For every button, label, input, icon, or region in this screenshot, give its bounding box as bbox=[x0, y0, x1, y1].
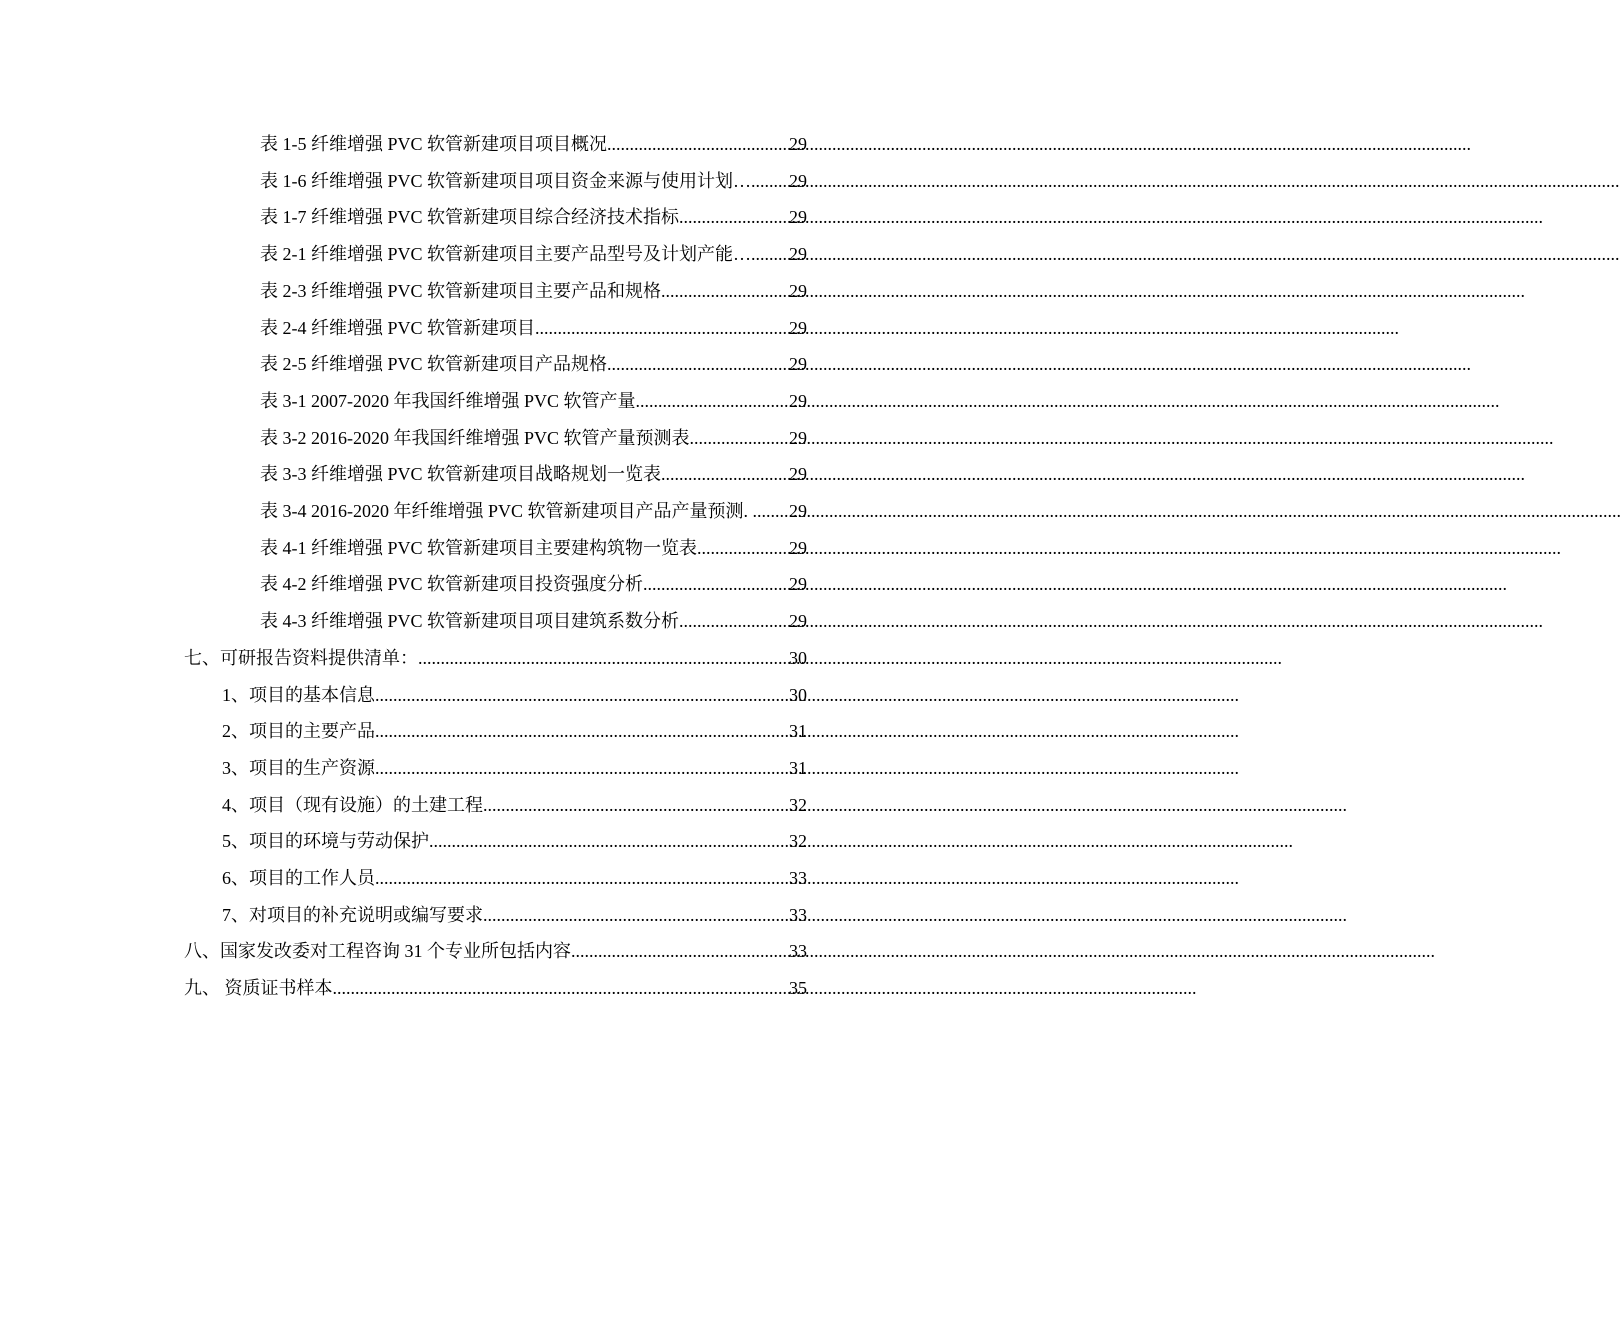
toc-entry-page-number: 29 bbox=[789, 574, 807, 595]
toc-dot-leader bbox=[429, 830, 789, 852]
toc-dot-leader bbox=[679, 610, 789, 632]
toc-dot-leader bbox=[607, 353, 789, 375]
toc-entry-page-number: 32 bbox=[789, 831, 807, 852]
toc-entry[interactable] bbox=[222, 780, 807, 816]
toc-entry[interactable] bbox=[260, 449, 807, 485]
toc-entry[interactable] bbox=[222, 743, 807, 779]
toc-entry[interactable] bbox=[260, 486, 807, 522]
toc-entry-page-number: 29 bbox=[789, 134, 807, 154]
toc-dot-leader bbox=[697, 537, 789, 559]
toc-entry-page-number: 29 bbox=[789, 537, 807, 558]
toc-entry-page-number: 33 bbox=[789, 904, 807, 925]
toc-entry-title: 九、 资质证书样本 bbox=[184, 978, 333, 999]
toc-entry[interactable] bbox=[260, 413, 807, 449]
toc-entry-title: 2、项目的主要产品 bbox=[222, 721, 375, 742]
toc-entry-title: 表 3-4 2016-2020 年纤维增强 PVC 软管新建项目产品产量预测. . bbox=[260, 501, 758, 521]
toc-entry[interactable] bbox=[260, 119, 807, 155]
toc-entry[interactable] bbox=[222, 890, 807, 926]
toc-entry-page-number: 30 bbox=[789, 647, 807, 668]
toc-dot-leader bbox=[607, 133, 789, 155]
toc-entry[interactable] bbox=[260, 559, 807, 595]
toc-entry-page-number: 31 bbox=[789, 721, 807, 742]
toc-entry-title: 3、项目的生产资源 bbox=[222, 757, 375, 778]
toc-entry-page-number: 33 bbox=[789, 941, 807, 962]
toc-dot-leader bbox=[375, 757, 789, 779]
toc-entry[interactable] bbox=[260, 192, 807, 228]
toc-entry-title: 表 2-5 纤维增强 PVC 软管新建项目产品规格 bbox=[260, 354, 608, 375]
toc-entry-title: 6、项目的工作人员 bbox=[222, 868, 375, 888]
toc-entry-title: 5、项目的环境与劳动保护 bbox=[222, 831, 429, 852]
toc-entry-title: 表 1-6 纤维增强 PVC 软管新建项目项目资金来源与使用计划…. bbox=[260, 170, 756, 191]
toc-entry-title: 表 3-3 纤维增强 PVC 软管新建项目战略规划一览表 bbox=[260, 464, 662, 485]
toc-entry-page-number: 29 bbox=[789, 280, 807, 301]
toc-entry-title: 表 2-1 纤维增强 PVC 软管新建项目主要产品型号及计划产能…. bbox=[260, 244, 756, 265]
toc-entry-page-number: 31 bbox=[789, 757, 807, 778]
toc-entry-title: 4、项目（现有设施）的土建工程 bbox=[222, 794, 483, 815]
toc-entry[interactable] bbox=[184, 633, 807, 669]
toc-dot-leader bbox=[333, 977, 790, 999]
toc-entry[interactable] bbox=[260, 596, 807, 632]
toc-entry[interactable] bbox=[222, 670, 807, 706]
toc-entry[interactable] bbox=[260, 376, 807, 412]
toc-entry-page-number: 29 bbox=[789, 501, 807, 521]
toc-entry-title: 表 3-1 2007-2020 年我国纤维增强 PVC 软管产量 bbox=[260, 390, 636, 411]
toc-dot-leader bbox=[375, 720, 789, 742]
toc-dot-leader bbox=[690, 427, 789, 449]
toc-entry[interactable] bbox=[260, 229, 807, 265]
toc-entry-title: 七、可研报告资料提供清单： bbox=[184, 647, 418, 668]
toc-entry-page-number: 33 bbox=[789, 868, 807, 888]
toc-entry-title: 表 1-7 纤维增强 PVC 软管新建项目综合经济技术指标 bbox=[260, 207, 680, 228]
toc-dot-leader bbox=[661, 463, 789, 485]
toc-dot-leader bbox=[375, 867, 789, 889]
toc-entry[interactable] bbox=[184, 963, 807, 999]
toc-entry[interactable] bbox=[222, 853, 807, 889]
toc-entry-title: 1、项目的基本信息 bbox=[222, 684, 375, 705]
toc-entry[interactable] bbox=[260, 303, 807, 339]
toc-entry-page-number: 35 bbox=[789, 978, 807, 999]
toc-entry-page-number: 29 bbox=[789, 317, 807, 338]
toc-entry-page-number: 29 bbox=[789, 244, 807, 265]
toc-entry-title: 表 4-1 纤维增强 PVC 软管新建项目主要建构筑物一览表 bbox=[260, 537, 698, 558]
toc-dot-leader bbox=[418, 647, 789, 669]
toc-entry-page-number: 29 bbox=[789, 354, 807, 375]
toc-dot-leader bbox=[375, 684, 789, 706]
toc-entry[interactable] bbox=[222, 816, 807, 852]
toc-entry[interactable] bbox=[260, 266, 807, 302]
toc-entry-title: 表 3-2 2016-2020 年我国纤维增强 PVC 软管产量预测表 bbox=[260, 427, 690, 448]
toc-dot-leader bbox=[661, 280, 789, 302]
toc-dot-leader bbox=[636, 390, 789, 412]
toc-entry-page-number: 32 bbox=[789, 794, 807, 815]
toc-dot-leader bbox=[643, 573, 789, 595]
toc-entry-page-number: 29 bbox=[789, 611, 807, 632]
toc-dot-leader bbox=[756, 243, 789, 265]
toc-entry-title: 八、国家发改委对工程咨询 31 个专业所包括内容 bbox=[184, 941, 571, 962]
toc-entry-page-number: 29 bbox=[789, 170, 807, 191]
toc-dot-leader bbox=[535, 317, 789, 339]
toc-entry-page-number: 29 bbox=[789, 464, 807, 485]
toc-dot-leader bbox=[679, 206, 789, 228]
toc-dot-leader bbox=[571, 940, 789, 962]
toc-entry-title: 7、对项目的补充说明或编写要求 bbox=[222, 904, 483, 925]
toc-dot-leader bbox=[757, 500, 789, 522]
toc-entry-title: 表 2-3 纤维增强 PVC 软管新建项目主要产品和规格 bbox=[260, 280, 662, 301]
toc-entry[interactable] bbox=[260, 156, 807, 192]
toc-entry-page-number: 29 bbox=[789, 390, 807, 411]
toc-entry-title: 表 4-3 纤维增强 PVC 软管新建项目项目建筑系数分析 bbox=[260, 611, 680, 632]
toc-dot-leader bbox=[483, 904, 789, 926]
toc-entry[interactable] bbox=[260, 523, 807, 559]
toc-dot-leader bbox=[756, 170, 789, 192]
toc-entry-title: 表 1-5 纤维增强 PVC 软管新建项目项目概况 bbox=[260, 134, 608, 154]
toc-entry-page-number: 29 bbox=[789, 427, 807, 448]
toc-entry-page-number: 30 bbox=[789, 684, 807, 705]
toc-entry-page-number: 29 bbox=[789, 207, 807, 228]
toc-entry[interactable] bbox=[184, 926, 807, 962]
toc-entry[interactable] bbox=[260, 339, 807, 375]
toc-entry[interactable] bbox=[222, 706, 807, 742]
toc-entry-title: 表 2-4 纤维增强 PVC 软管新建项目 bbox=[260, 317, 536, 338]
toc-dot-leader bbox=[483, 794, 789, 816]
toc-entry-title: 表 4-2 纤维增强 PVC 软管新建项目投资强度分析 bbox=[260, 574, 644, 595]
